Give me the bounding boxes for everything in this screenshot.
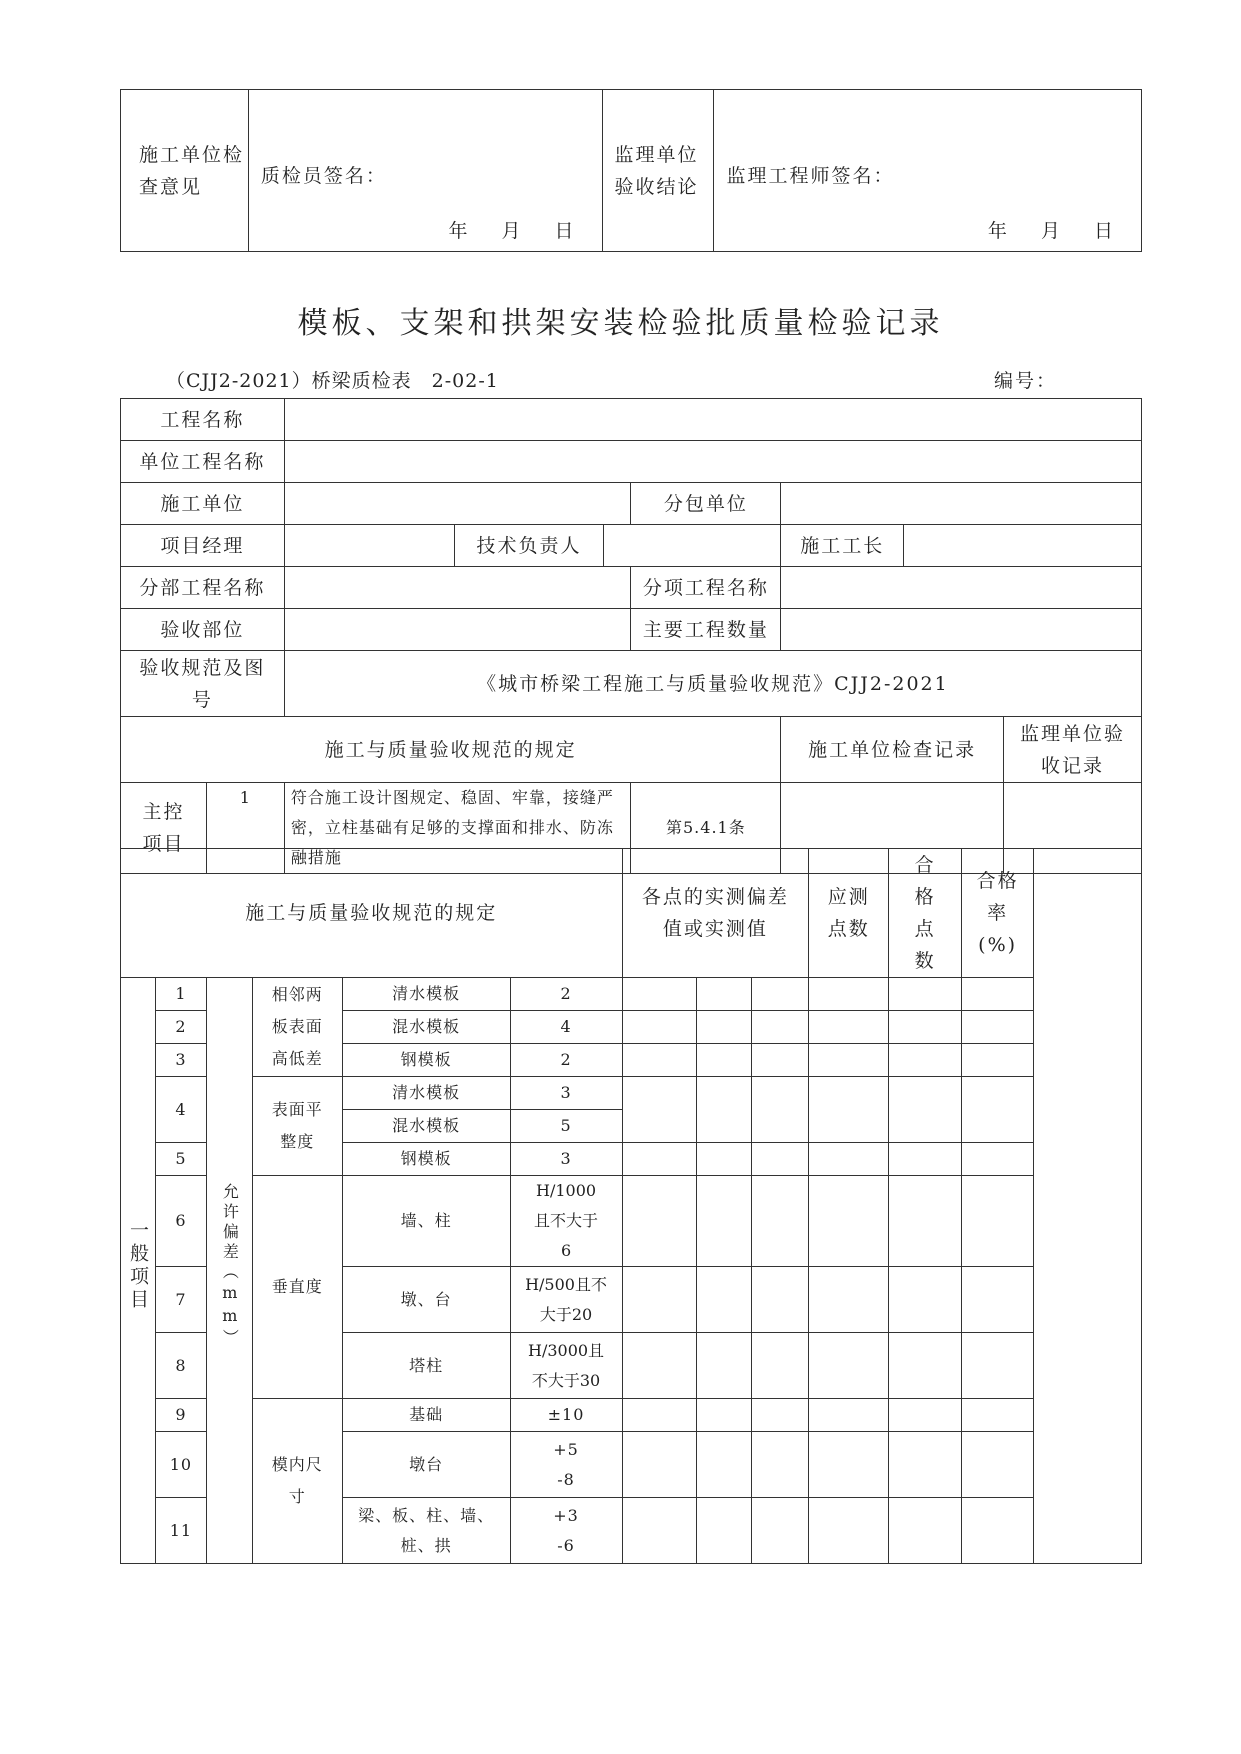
row-value: 4: [510, 1011, 622, 1044]
measured-cell[interactable]: [622, 1399, 697, 1432]
row-item: 混水模板: [342, 1011, 510, 1044]
measured-cell[interactable]: [752, 1143, 809, 1176]
row-value: 5: [510, 1110, 622, 1143]
points-cell[interactable]: [809, 978, 889, 1011]
tech-lead-label: 技术负责人: [454, 525, 604, 567]
supervisor-record-header: 监理单位验收记录: [1004, 717, 1142, 783]
general-spec-header: 施工与质量验收规范的规定: [121, 849, 623, 978]
tech-lead-value[interactable]: [604, 525, 781, 567]
measured-cell[interactable]: [697, 978, 752, 1011]
measured-cell[interactable]: [752, 1432, 809, 1498]
pass-rate-cell[interactable]: [962, 1077, 1034, 1143]
foreman-label: 施工工长: [781, 525, 904, 567]
cat-verticality: 垂直度: [252, 1176, 342, 1399]
row-value: H/500且不大于20: [510, 1267, 622, 1333]
allow-label: 允许偏差（mm）: [206, 978, 252, 1564]
subcontractor-label: 分包单位: [631, 483, 781, 525]
cat-inner-size: 模内尺寸: [252, 1399, 342, 1564]
points-cell[interactable]: [809, 1044, 889, 1077]
row-item: 墩台: [342, 1432, 510, 1498]
row-no: 2: [155, 1011, 206, 1044]
points-cell[interactable]: [809, 1011, 889, 1044]
row-item: 混水模板: [342, 1110, 510, 1143]
division-name-value[interactable]: [284, 567, 631, 609]
measured-cell[interactable]: [622, 1176, 697, 1267]
project-manager-label: 项目经理: [121, 525, 285, 567]
supervisor-conclusion-label: 监理单位验收结论: [602, 90, 714, 252]
row-value: 2: [510, 978, 622, 1011]
points-cell[interactable]: [809, 1077, 889, 1143]
points-cell[interactable]: [809, 1176, 889, 1267]
measured-cell[interactable]: [697, 1267, 752, 1333]
row-no: 1: [155, 978, 206, 1011]
info-table: [120, 398, 1142, 874]
builder-value[interactable]: [284, 483, 631, 525]
main-quantity-label: 主要工程数量: [631, 609, 781, 651]
project-manager-value[interactable]: [284, 525, 454, 567]
main-quantity-value[interactable]: [781, 609, 1142, 651]
pass-points-cell[interactable]: [889, 1176, 962, 1267]
row-item: 墙、柱: [342, 1176, 510, 1267]
measured-cell[interactable]: [697, 1432, 752, 1498]
form-code: （CJJ2-2021）桥梁质检表 2-02-1: [166, 370, 499, 392]
pass-rate-cell[interactable]: [962, 1399, 1034, 1432]
pass-rate-cell[interactable]: [962, 1044, 1034, 1077]
measured-cell[interactable]: [622, 978, 697, 1011]
supervisor-date: 年 月 日: [987, 220, 1113, 242]
measured-cell[interactable]: [697, 1498, 752, 1564]
pass-points-header: 合格点数: [889, 849, 962, 978]
measured-cell[interactable]: [697, 1333, 752, 1399]
row-value: 3: [510, 1077, 622, 1110]
row-item: 钢模板: [342, 1143, 510, 1176]
pass-points-cell[interactable]: [889, 1143, 962, 1176]
measured-cell[interactable]: [752, 1333, 809, 1399]
row-item: 清水模板: [342, 1077, 510, 1110]
page-title: 模板、支架和拱架安装检验批质量检验记录: [297, 306, 944, 341]
supervisor-sign-cell[interactable]: [714, 90, 1142, 252]
builder-label: 施工单位: [121, 483, 285, 525]
row-value: +5 -8: [510, 1432, 622, 1498]
measured-cell[interactable]: [752, 1498, 809, 1564]
measured-cell[interactable]: [752, 1011, 809, 1044]
project-name-value[interactable]: [284, 399, 1141, 441]
spec-header: 施工与质量验收规范的规定: [121, 717, 781, 783]
main-item-no: 1: [206, 783, 284, 874]
pass-points-cell[interactable]: [889, 1011, 962, 1044]
main-item-clause: 第5.4.1条: [631, 783, 781, 874]
measured-cell[interactable]: [697, 1176, 752, 1267]
number-label: 编号：: [994, 370, 1058, 392]
subitem-name-value[interactable]: [781, 567, 1142, 609]
row-value: 2: [510, 1044, 622, 1077]
measured-cell[interactable]: [752, 1399, 809, 1432]
unit-project-name-label: 单位工程名称: [121, 441, 285, 483]
measured-cell[interactable]: [697, 1399, 752, 1432]
foreman-value[interactable]: [904, 525, 1142, 567]
row-item: 基础: [342, 1399, 510, 1432]
engineer-sign-label: 监理工程师签名：: [726, 165, 895, 187]
pass-points-cell[interactable]: [889, 1498, 962, 1564]
row-value: ±10: [510, 1399, 622, 1432]
inspector-sign-label: 质检员签名：: [260, 165, 387, 187]
measured-cell[interactable]: [622, 1011, 697, 1044]
unit-project-name-value[interactable]: [284, 441, 1141, 483]
cat-height-diff: 相邻两板表面高低差: [252, 978, 342, 1077]
pass-points-cell[interactable]: [889, 1399, 962, 1432]
project-name-label: 工程名称: [121, 399, 285, 441]
row-no: 6: [155, 1176, 206, 1267]
pass-rate-cell[interactable]: [962, 1333, 1034, 1399]
measured-cell[interactable]: [622, 1498, 697, 1564]
acceptance-part-label: 验收部位: [121, 609, 285, 651]
main-item-text: 符合施工设计图规定、稳固、牢靠，接缝严密，立柱基础有足够的支撑面和排水、防冻融措施: [284, 783, 631, 874]
points-cell[interactable]: [809, 1498, 889, 1564]
cat-flatness: 表面平整度: [252, 1077, 342, 1176]
subitem-name-label: 分项工程名称: [631, 567, 781, 609]
row-value: 3: [510, 1143, 622, 1176]
pass-points-cell[interactable]: [889, 1333, 962, 1399]
pass-rate-cell[interactable]: [962, 1143, 1034, 1176]
row-no: 10: [155, 1432, 206, 1498]
row-no: 8: [155, 1333, 206, 1399]
division-name-label: 分部工程名称: [121, 567, 285, 609]
points-cell[interactable]: [809, 1267, 889, 1333]
builder-sign-cell[interactable]: [248, 90, 602, 252]
measured-cell[interactable]: [622, 1077, 697, 1143]
pass-points-cell[interactable]: [889, 978, 962, 1011]
measured-cell[interactable]: [752, 1044, 809, 1077]
pass-rate-header: 合格率(%): [962, 849, 1034, 978]
measured-cell[interactable]: [697, 1044, 752, 1077]
spec-label: 验收规范及图号: [121, 651, 285, 717]
row-no: 5: [155, 1143, 206, 1176]
measured-cell[interactable]: [697, 1011, 752, 1044]
measured-cell[interactable]: [622, 1267, 697, 1333]
pass-points-cell[interactable]: [889, 1077, 962, 1143]
pass-rate-cell[interactable]: [962, 1498, 1034, 1564]
measured-cell[interactable]: [752, 1267, 809, 1333]
points-cell[interactable]: [809, 1333, 889, 1399]
row-no: 7: [155, 1267, 206, 1333]
row-item: 清水模板: [342, 978, 510, 1011]
subcontractor-value[interactable]: [781, 483, 1142, 525]
points-cell[interactable]: [809, 1143, 889, 1176]
measured-cell[interactable]: [622, 1333, 697, 1399]
measured-cell[interactable]: [697, 1143, 752, 1176]
measured-cell[interactable]: [622, 1432, 697, 1498]
points-header: 应测点数: [809, 849, 889, 978]
builder-opinion-label: 施工单位检查意见: [121, 90, 249, 252]
general-items-table: [120, 848, 1142, 1564]
row-value: H/1000且不大于6: [510, 1176, 622, 1267]
measured-cell[interactable]: [622, 1044, 697, 1077]
measured-cell[interactable]: [752, 978, 809, 1011]
row-value: +3 -6: [510, 1498, 622, 1564]
points-cell[interactable]: [809, 1399, 889, 1432]
pass-rate-cell[interactable]: [962, 1176, 1034, 1267]
row-no: 3: [155, 1044, 206, 1077]
builder-date: 年 月 日: [448, 220, 574, 242]
pass-points-cell[interactable]: [889, 1044, 962, 1077]
pass-points-cell[interactable]: [889, 1267, 962, 1333]
row-item: 钢模板: [342, 1044, 510, 1077]
measured-cell[interactable]: [622, 1143, 697, 1176]
pass-rate-cell[interactable]: [962, 978, 1034, 1011]
main-item-label: 主控项目: [121, 783, 207, 874]
acceptance-part-value[interactable]: [284, 609, 631, 651]
pass-rate-cell[interactable]: [962, 1432, 1034, 1498]
pass-rate-cell[interactable]: [962, 1267, 1034, 1333]
measured-header: 各点的实测偏差值或实测值: [622, 849, 809, 978]
row-value: H/3000且不大于30: [510, 1333, 622, 1399]
measured-cell[interactable]: [752, 1176, 809, 1267]
row-no: 4: [155, 1077, 206, 1143]
pass-points-cell[interactable]: [889, 1432, 962, 1498]
row-item: 塔柱: [342, 1333, 510, 1399]
general-supervisor-record[interactable]: [1034, 849, 1142, 1564]
general-group-label: 一般项目: [121, 978, 156, 1564]
spec-value: 《城市桥梁工程施工与质量验收规范》CJJ2-2021: [284, 651, 1141, 717]
row-no: 9: [155, 1399, 206, 1432]
row-no: 11: [155, 1498, 206, 1564]
pass-rate-cell[interactable]: [962, 1011, 1034, 1044]
measured-cell[interactable]: [752, 1077, 809, 1143]
points-cell[interactable]: [809, 1432, 889, 1498]
measured-cell[interactable]: [697, 1077, 752, 1143]
row-item: 墩、台: [342, 1267, 510, 1333]
signoff-table: [120, 89, 1142, 252]
row-item: 梁、板、柱、墙、桩、拱: [342, 1498, 510, 1564]
builder-record-header: 施工单位检查记录: [781, 717, 1004, 783]
